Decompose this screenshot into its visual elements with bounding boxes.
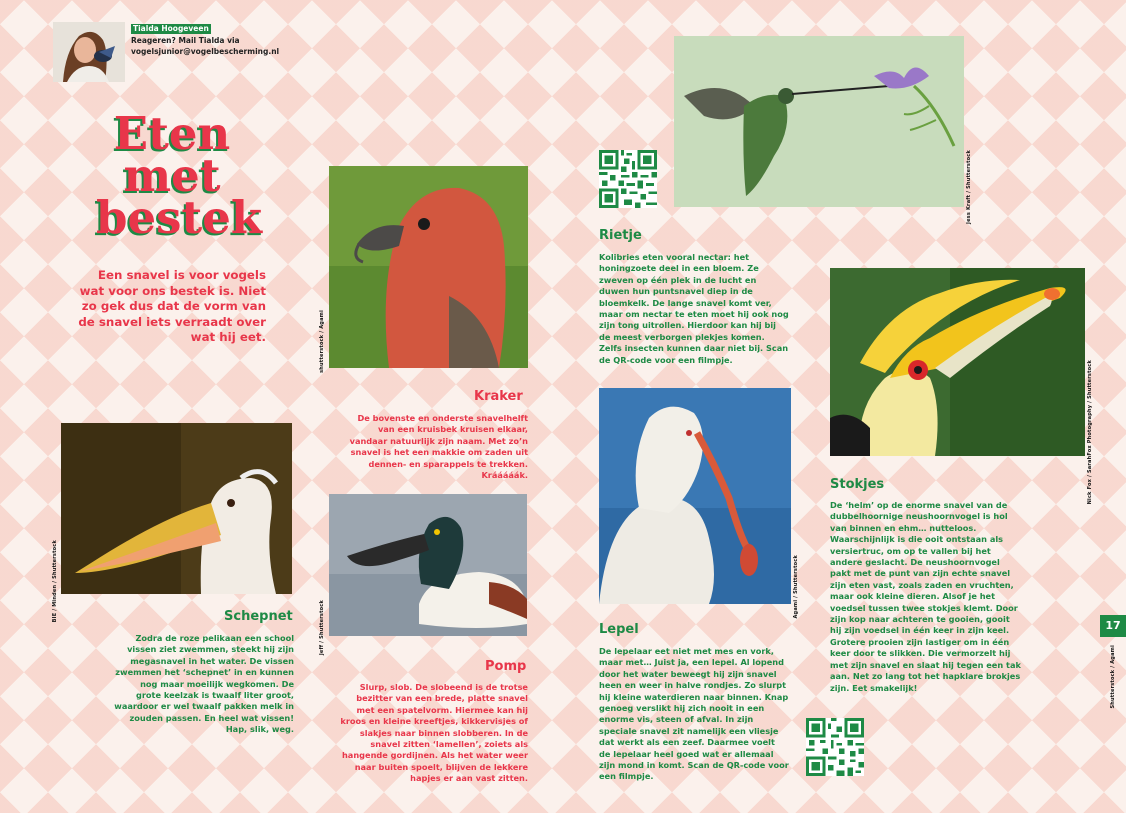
hornbill-photo-credit: Nick Fox / SarahFox Photography / Shutterstock <box>1087 360 1093 505</box>
contact-line: Reageren? Mail Tialda via <box>131 36 240 45</box>
hummingbird-photo-credit: Jess Kraft / Shutterstock <box>966 150 972 224</box>
author-name: Tialda Hoogeveen <box>133 24 209 33</box>
intro-text: Een snavel is voor vogels wat voor ons bestek is. Niet zo gek dus dat de vorm van de snavel iets verraadt over wat hij eet. <box>78 268 266 344</box>
crossbill-photo <box>329 166 528 368</box>
title-line-3: bestek <box>96 191 263 244</box>
author-photo <box>53 22 125 82</box>
rietje-text: Kolibries eten vooral nectar: het honingzoete deel in een bloem. Ze zweven op één plek in de lucht en duwen hun puntsnavel diep in de bloemkelk. De lange snavel komt ver, maar om nectar te eten moet hij ook nog zijn tong uitrollen. Hierdoor kan hij bij de meest verborgen plekjes komen. Zelfs insecten kunnen daar niet bij. Scan de QR-code voor een filmpje. <box>599 252 789 365</box>
pomp-text: Slurp, slob. De slobeend is de trotse bezitter van een brede, platte snavel met een spatelvorm. Hiermee kan hij kroos en kleine kreeftjes, kikkervisjes of slakjes naar binnen slobberen. In de snavel zitten ‘lamellen’, zoiets als hangende gordijnen. Als het water weer naar buiten spoelt, blijven de lekkere hapjes er aan vast zitten. <box>340 682 528 784</box>
rietje-heading: Rietje <box>599 228 642 243</box>
page-credit: Shutterstock / Agami <box>1110 645 1116 709</box>
pomp-heading: Pomp <box>485 659 527 674</box>
kraker-heading: Kraker <box>474 389 523 404</box>
qr-code-rietje[interactable] <box>599 150 657 208</box>
spoonbill-photo <box>599 388 791 604</box>
pelican-photo <box>61 423 292 594</box>
hornbill-photo <box>830 268 1085 456</box>
crossbill-photo-credit: shutterstock / Agami <box>319 310 325 373</box>
contact-email[interactable]: vogelsjunior@vogelbescherming.nl <box>131 47 280 56</box>
kraker-text: De bovenste en onderste snavelhelft van een kruisbek kruisen elkaar, vandaar natuurlijk zijn naam. Met zo’n snavel is het een makkie om zaden uit dennen- en sparappels te trekken. Krááááák. <box>349 413 528 481</box>
lepel-text: De lepelaar eet niet met mes en vork, maar met… Juist ja, een lepel. Al lopend door het water beweegt hij zijn snavel heen en weer in halve rondjes. Zo slurpt hij kleine waterdieren naar binnen. Knap genoeg verslikt hij zich nooit in een enorme vis, steen of afval. In zijn speciale snavel zit namelijk een vliesje dat werkt als een zeef. Daarmee voelt de lepelaar heel goed wat er allemaal zijn mond in komt. Scan de QR-code voor een filmpje. <box>599 646 789 782</box>
schepnet-text: Zodra de roze pelikaan een school vissen ziet zwemmen, steekt hij zijn megasnavel in het water. De vissen zwemmen het ‘schepnet’ in en kunnen nog maar moeilijk wegkomen. De grote keelzak is twaalf liter groot, waardoor er wel twaalf pakken melk in zouden passen. En heel wat vissen! Hap, slik, weg. <box>114 633 294 735</box>
spoonbill-photo-credit: Agami / Shutterstock <box>793 555 799 619</box>
page-title <box>96 107 263 244</box>
pelican-photo-credit: BIE / Minden / Shutterstock <box>52 540 58 623</box>
qr-code-lepel[interactable] <box>806 718 864 776</box>
hummingbird-photo <box>674 36 964 207</box>
title-line-1: Eten <box>113 107 231 160</box>
stokjes-text: De ‘helm’ op de enorme snavel van de dubbelhoornige neushoornvogel is hol van binnen en ehm… nutteloos. Waarschijnlijk is die ooit ontstaan als versiertruc, om op te vallen bij het andere geslacht. De neushoornvogel pakt met de punt van zijn echte snavel zijn eten vast, zoals zaden en vruchten, maar ook kleine dieren. Alsof je het voedsel tussen twee stokjes klemt. Door zijn kop naar achteren te gooien, gooit hij zijn voedsel in één keer in zijn keel. Grotere prooien zijn lastiger om in één keer door te slikken. Die vermorzelt hij met zijn snavel en slaat hij tegen een tak aan. Net zo lang tot het hapklare brokjes zijn. Eet smakelijk! <box>830 500 1021 693</box>
page-number: 17 <box>1100 615 1126 637</box>
schepnet-heading: Schepnet <box>224 609 293 624</box>
lepel-heading: Lepel <box>599 622 639 637</box>
shoveler-photo <box>329 494 527 636</box>
title-line-2: met <box>123 149 221 202</box>
shoveler-photo-credit: Jeff / Shutterstock <box>319 600 325 656</box>
stokjes-heading: Stokjes <box>830 477 885 492</box>
